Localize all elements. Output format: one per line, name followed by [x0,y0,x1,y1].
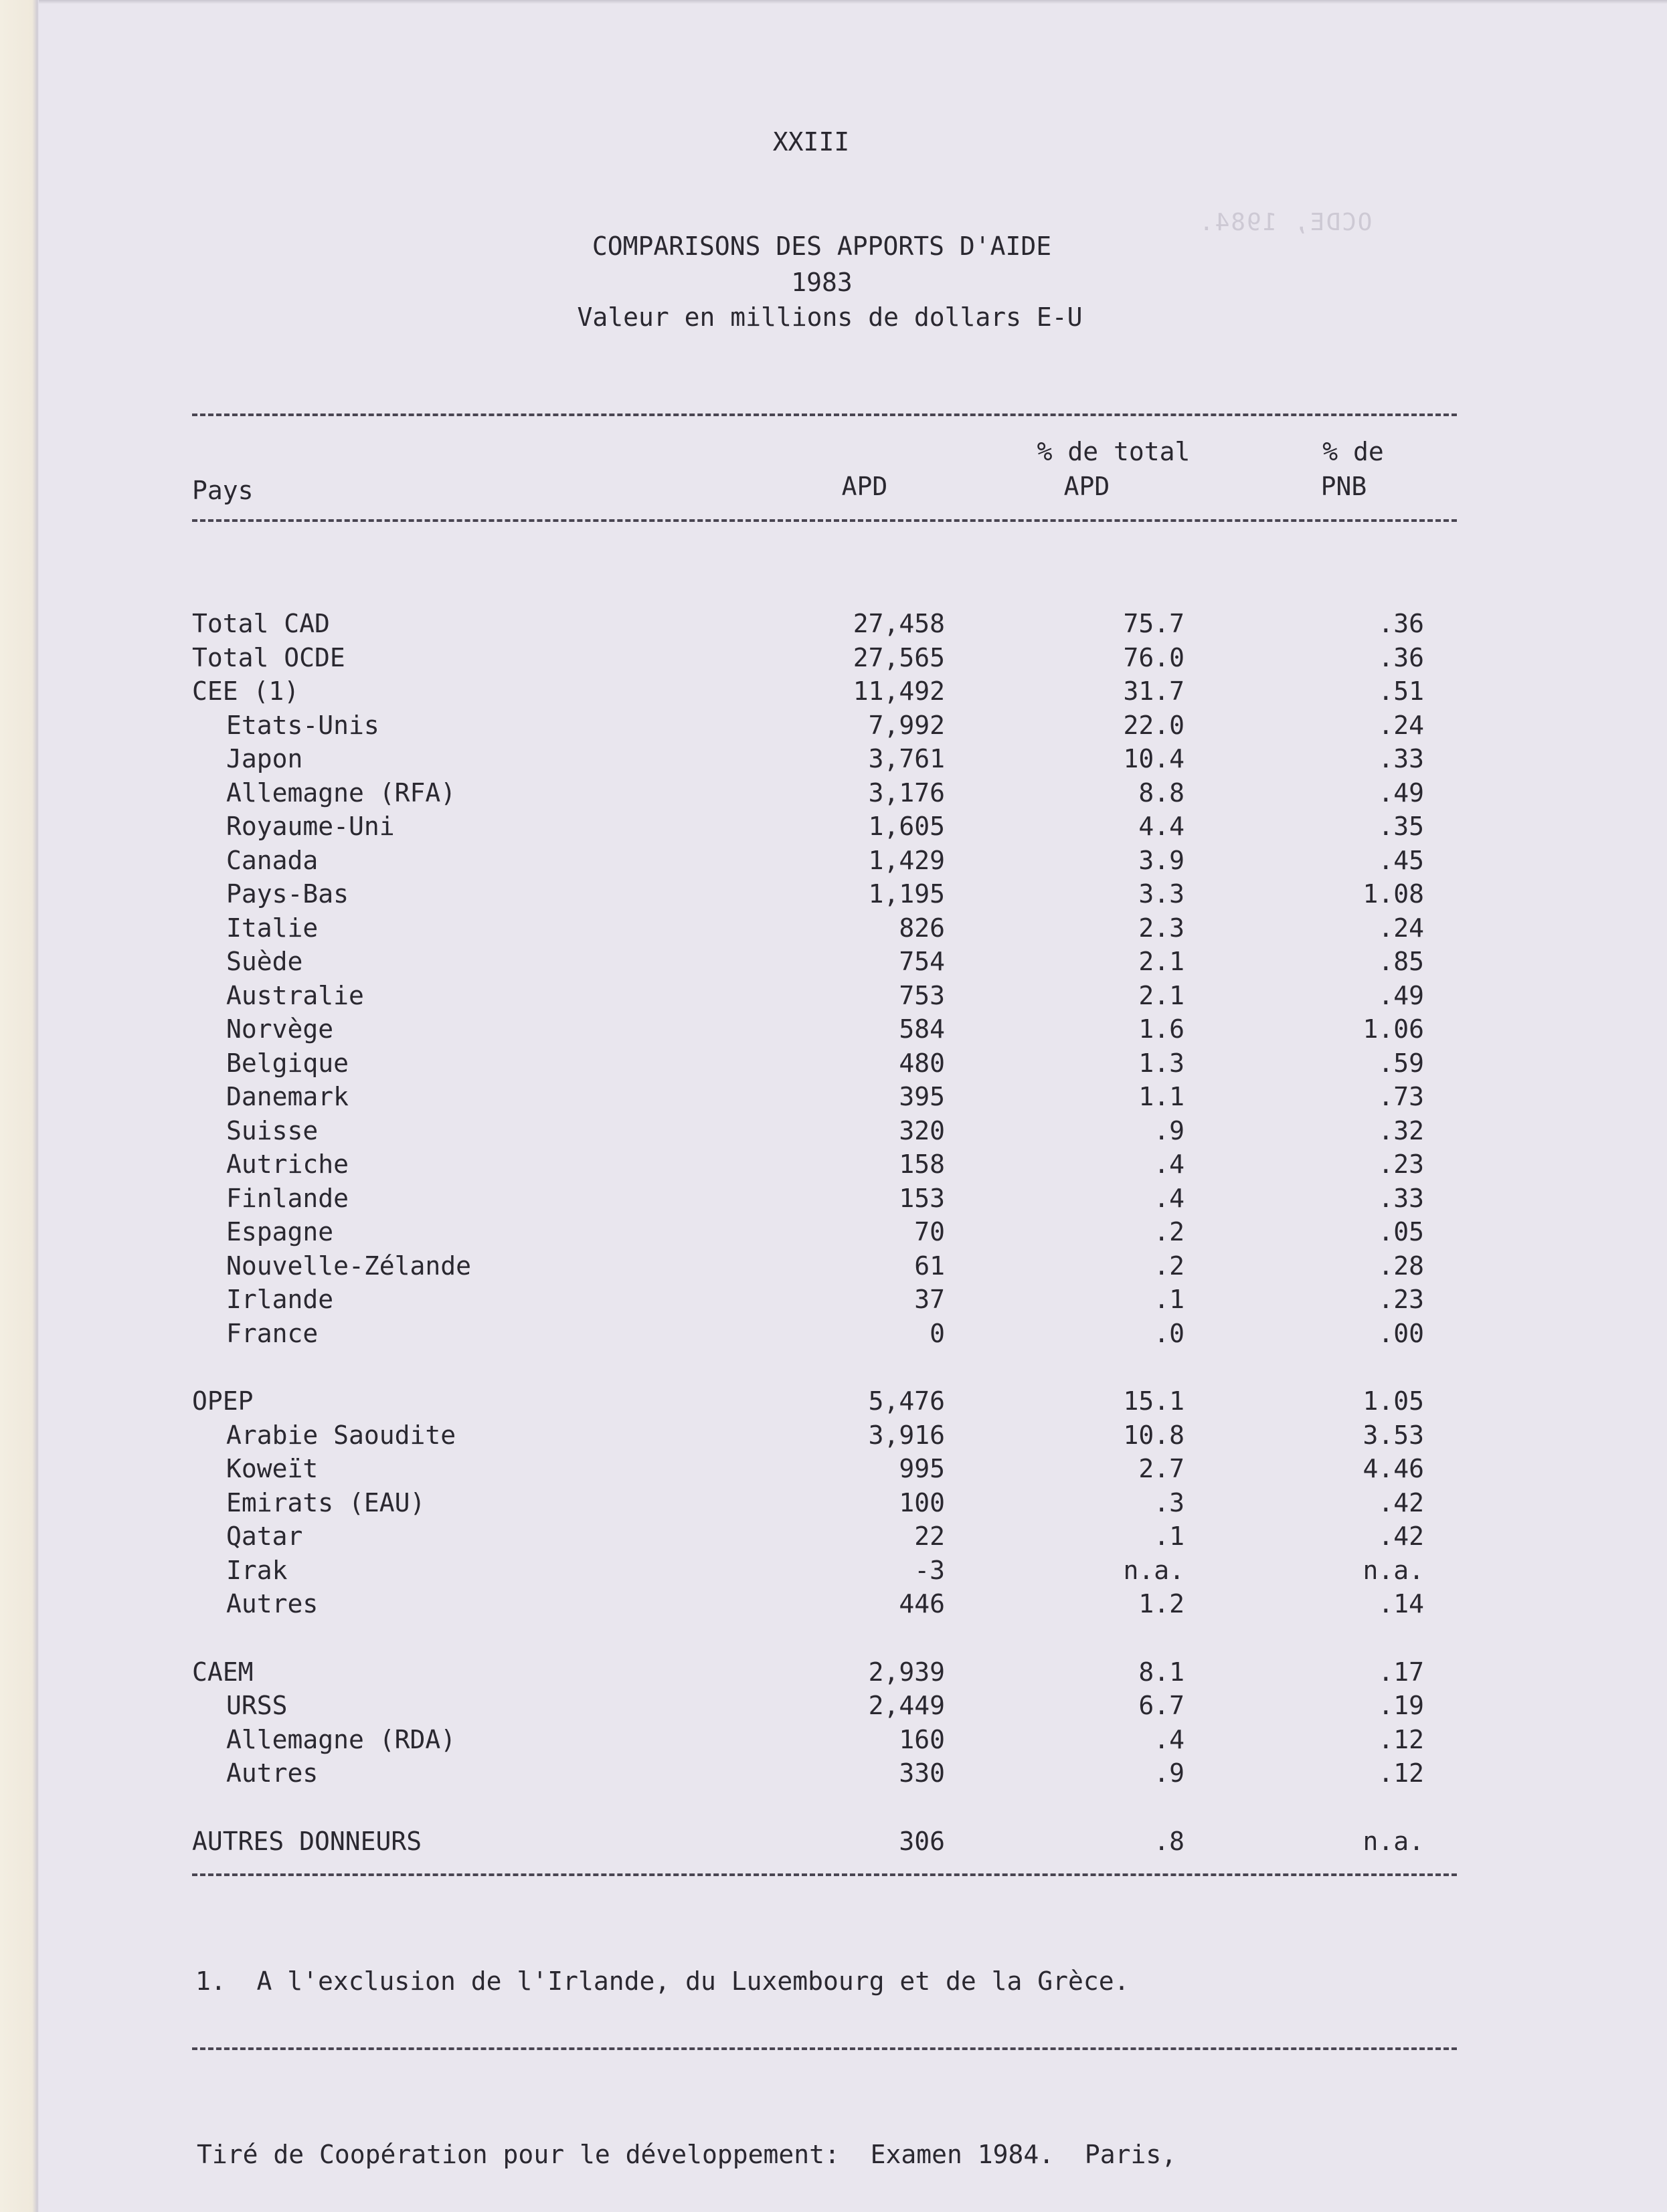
table-row [0,1757,1667,1789]
table-row [0,945,1667,978]
country-name: Allemagne (RFA) [226,778,456,808]
apd-value: 2,449 [868,1691,945,1720]
pct-total-value: .2 [1154,1217,1185,1247]
apd-value: -3 [914,1556,945,1585]
page-subtitle: Valeur en millions de dollars E-U [577,302,1083,332]
pct-total-value: 3.9 [1138,846,1185,875]
pct-total-value: 15.1 [1123,1386,1185,1416]
table-row [0,1419,1667,1451]
table-row [0,878,1667,910]
table-row [0,1148,1667,1180]
table-row [0,1385,1667,1417]
pct-pnb-value: .28 [1378,1251,1424,1281]
pct-pnb-value: 1.08 [1363,879,1424,909]
pct-total-value: 8.1 [1138,1657,1185,1687]
pct-pnb-value: .45 [1378,846,1424,875]
country-name: Japon [226,744,303,773]
pct-pnb-value: .14 [1378,1589,1424,1619]
country-name: Suède [226,947,303,976]
apd-value: 995 [899,1454,945,1483]
country-name: Finlande [226,1184,349,1213]
pct-total-value: .3 [1154,1488,1185,1517]
pct-total-value: 2.3 [1138,913,1185,943]
apd-value: 395 [899,1082,945,1111]
pct-total-value: 10.4 [1123,744,1185,773]
table-row [0,1283,1667,1315]
country-name: Etats-Unis [226,711,379,740]
apd-value: 11,492 [853,676,945,706]
table-row [0,1453,1667,1485]
apd-value: 753 [899,981,945,1010]
country-name: Royaume-Uni [226,812,395,841]
table-row [0,1250,1667,1282]
pct-total-value: .4 [1154,1725,1185,1754]
table-row [0,1689,1667,1722]
pct-pnb-value: .73 [1378,1082,1424,1111]
country-name: OPEP [192,1386,254,1416]
country-name: Autriche [226,1149,349,1179]
country-name: URSS [226,1691,288,1720]
pct-pnb-value: .49 [1378,981,1424,1010]
table-bottom-rule [192,1873,1457,1876]
apd-value: 3,761 [868,744,945,773]
table-row [0,1182,1667,1214]
pct-total-value: 1.2 [1138,1589,1185,1619]
country-name: Total CAD [192,609,330,638]
apd-value: 3,916 [868,1420,945,1450]
apd-value: 1,195 [868,879,945,909]
pct-total-value: 75.7 [1123,609,1185,638]
header-pays: Pays [192,476,254,505]
pct-pnb-value: .33 [1378,1184,1424,1213]
apd-value: 100 [899,1488,945,1517]
apd-value: 160 [899,1725,945,1754]
pct-pnb-value: .51 [1378,676,1424,706]
table-row [0,1656,1667,1688]
pct-pnb-value: .36 [1378,609,1424,638]
apd-value: 446 [899,1589,945,1619]
table-row [0,1047,1667,1079]
pct-total-value: 76.0 [1123,643,1185,672]
country-name: Danemark [226,1082,349,1111]
pct-pnb-value: 1.06 [1363,1014,1424,1044]
apd-value: 320 [899,1116,945,1145]
table-row [0,675,1667,707]
apd-value: 0 [930,1319,945,1348]
pct-pnb-value: 3.53 [1363,1420,1424,1450]
pct-total-value: .4 [1154,1149,1185,1179]
pct-pnb-value: 4.46 [1363,1454,1424,1483]
apd-value: 330 [899,1758,945,1788]
table-row [0,1554,1667,1586]
table-row [0,1115,1667,1147]
pct-pnb-value: .00 [1378,1319,1424,1348]
country-name: Suisse [226,1116,319,1145]
page-number: XXIII [772,127,850,157]
pct-pnb-value: .36 [1378,643,1424,672]
table-row [0,709,1667,741]
pct-pnb-value: .23 [1378,1149,1424,1179]
country-name: Australie [226,981,364,1010]
pct-pnb-value: .12 [1378,1725,1424,1754]
country-name: Allemagne (RDA) [226,1725,456,1754]
title-year: 1983 [791,268,853,297]
pct-total-value: 2.7 [1138,1454,1185,1483]
country-name: Norvège [226,1014,334,1044]
page-title: COMPARISONS DES APPORTS D'AIDE [592,232,1052,261]
apd-value: 306 [899,1827,945,1856]
pct-total-value: 3.3 [1138,879,1185,909]
apd-value: 1,429 [868,846,945,875]
country-name: Autres [226,1758,319,1788]
apd-value: 5,476 [868,1386,945,1416]
table-header-rule [192,519,1457,522]
pct-pnb-value: n.a. [1363,1556,1424,1585]
table-row [0,844,1667,877]
pct-pnb-value: .23 [1378,1285,1424,1314]
apd-value: 1,605 [868,812,945,841]
table-row [0,1588,1667,1620]
pct-pnb-value: .35 [1378,812,1424,841]
header-pct-total: % de total [1037,437,1191,466]
pct-total-value: 6.7 [1138,1691,1185,1720]
pct-pnb-value: .59 [1378,1048,1424,1078]
pct-total-value: .2 [1154,1251,1185,1281]
pct-total-value: 4.4 [1138,812,1185,841]
table-row [0,810,1667,842]
apd-value: 22 [914,1522,945,1551]
country-name: Italie [226,913,319,943]
table-row [0,1013,1667,1045]
country-name: France [226,1319,319,1348]
pct-pnb-value: .24 [1378,913,1424,943]
pct-total-value: 10.8 [1123,1420,1185,1450]
apd-value: 27,565 [853,643,945,672]
pct-total-value: 1.1 [1138,1082,1185,1111]
pct-total-value: .0 [1154,1319,1185,1348]
table-row [0,1081,1667,1113]
table-row [0,1216,1667,1248]
country-name: Arabie Saoudite [226,1420,456,1450]
apd-value: 61 [914,1251,945,1281]
apd-value: 7,992 [868,711,945,740]
country-name: CAEM [192,1657,254,1687]
country-name: Irlande [226,1285,334,1314]
pct-total-value: .1 [1154,1285,1185,1314]
pct-pnb-value: .19 [1378,1691,1424,1720]
country-name: Koweït [226,1454,319,1483]
footnote-rule [192,2047,1457,2050]
pct-total-value: 1.6 [1138,1014,1185,1044]
pct-pnb-value: .32 [1378,1116,1424,1145]
pct-total-value: n.a. [1123,1556,1185,1585]
country-name: Emirats (EAU) [226,1488,426,1517]
country-name: Total OCDE [192,643,345,672]
pct-total-value: .9 [1154,1758,1185,1788]
pct-pnb-value: .42 [1378,1522,1424,1551]
apd-value: 826 [899,913,945,943]
pct-pnb-value: n.a. [1363,1827,1424,1856]
table-row [0,1520,1667,1552]
footnote: 1. A l'exclusion de l'Irlande, du Luxembourg et de la Grèce. [195,1966,1130,1996]
bleed-through-text: OCDE, 1984. [1198,209,1373,236]
pct-total-value: .9 [1154,1116,1185,1145]
apd-value: 70 [914,1217,945,1247]
source-citation: Tiré de Coopération pour le développement: Examen 1984. Paris, [197,2140,1177,2169]
country-name: Nouvelle-Zélande [226,1251,472,1281]
pct-pnb-value: .12 [1378,1758,1424,1788]
country-name: Canada [226,846,319,875]
apd-value: 153 [899,1184,945,1213]
pct-total-value: .4 [1154,1184,1185,1213]
apd-value: 480 [899,1048,945,1078]
country-name: Qatar [226,1522,303,1551]
pct-pnb-value: 1.05 [1363,1386,1424,1416]
pct-total-value: 8.8 [1138,778,1185,808]
country-name: AUTRES DONNEURS [192,1827,422,1856]
pct-total-value: 31.7 [1123,676,1185,706]
pct-pnb-value: .24 [1378,711,1424,740]
table-row [0,642,1667,674]
page-top-edge [39,0,1667,4]
pct-total-value: 22.0 [1123,711,1185,740]
table-row [0,1825,1667,1857]
header-apd: APD [841,472,888,501]
header-pct-apd: APD [1063,472,1110,501]
pct-pnb-value: .49 [1378,778,1424,808]
apd-value: 2,939 [868,1657,945,1687]
apd-value: 158 [899,1149,945,1179]
country-name: Espagne [226,1217,334,1247]
pct-total-value: .1 [1154,1522,1185,1551]
pct-pnb-value: .05 [1378,1217,1424,1247]
country-name: CEE (1) [192,676,300,706]
table-row [0,1724,1667,1756]
pct-total-value: .8 [1154,1827,1185,1856]
table-row [0,608,1667,640]
table-top-rule [192,413,1457,416]
pct-pnb-value: .17 [1378,1657,1424,1687]
apd-value: 754 [899,947,945,976]
pct-total-value: 1.3 [1138,1048,1185,1078]
header-pct-pnb: % de [1322,437,1384,466]
table-row [0,1317,1667,1350]
table-row [0,1487,1667,1519]
table-row [0,912,1667,944]
table-row [0,777,1667,809]
table-row [0,980,1667,1012]
country-name: Autres [226,1589,319,1619]
table-row [0,743,1667,775]
pct-pnb-value: .33 [1378,744,1424,773]
apd-value: 3,176 [868,778,945,808]
pct-total-value: 2.1 [1138,947,1185,976]
pct-pnb-value: .42 [1378,1488,1424,1517]
apd-value: 27,458 [853,609,945,638]
pct-pnb-value: .85 [1378,947,1424,976]
header-pnb: PNB [1320,472,1367,501]
country-name: Irak [226,1556,288,1585]
country-name: Pays-Bas [226,879,349,909]
apd-value: 37 [914,1285,945,1314]
pct-total-value: 2.1 [1138,981,1185,1010]
apd-value: 584 [899,1014,945,1044]
country-name: Belgique [226,1048,349,1078]
